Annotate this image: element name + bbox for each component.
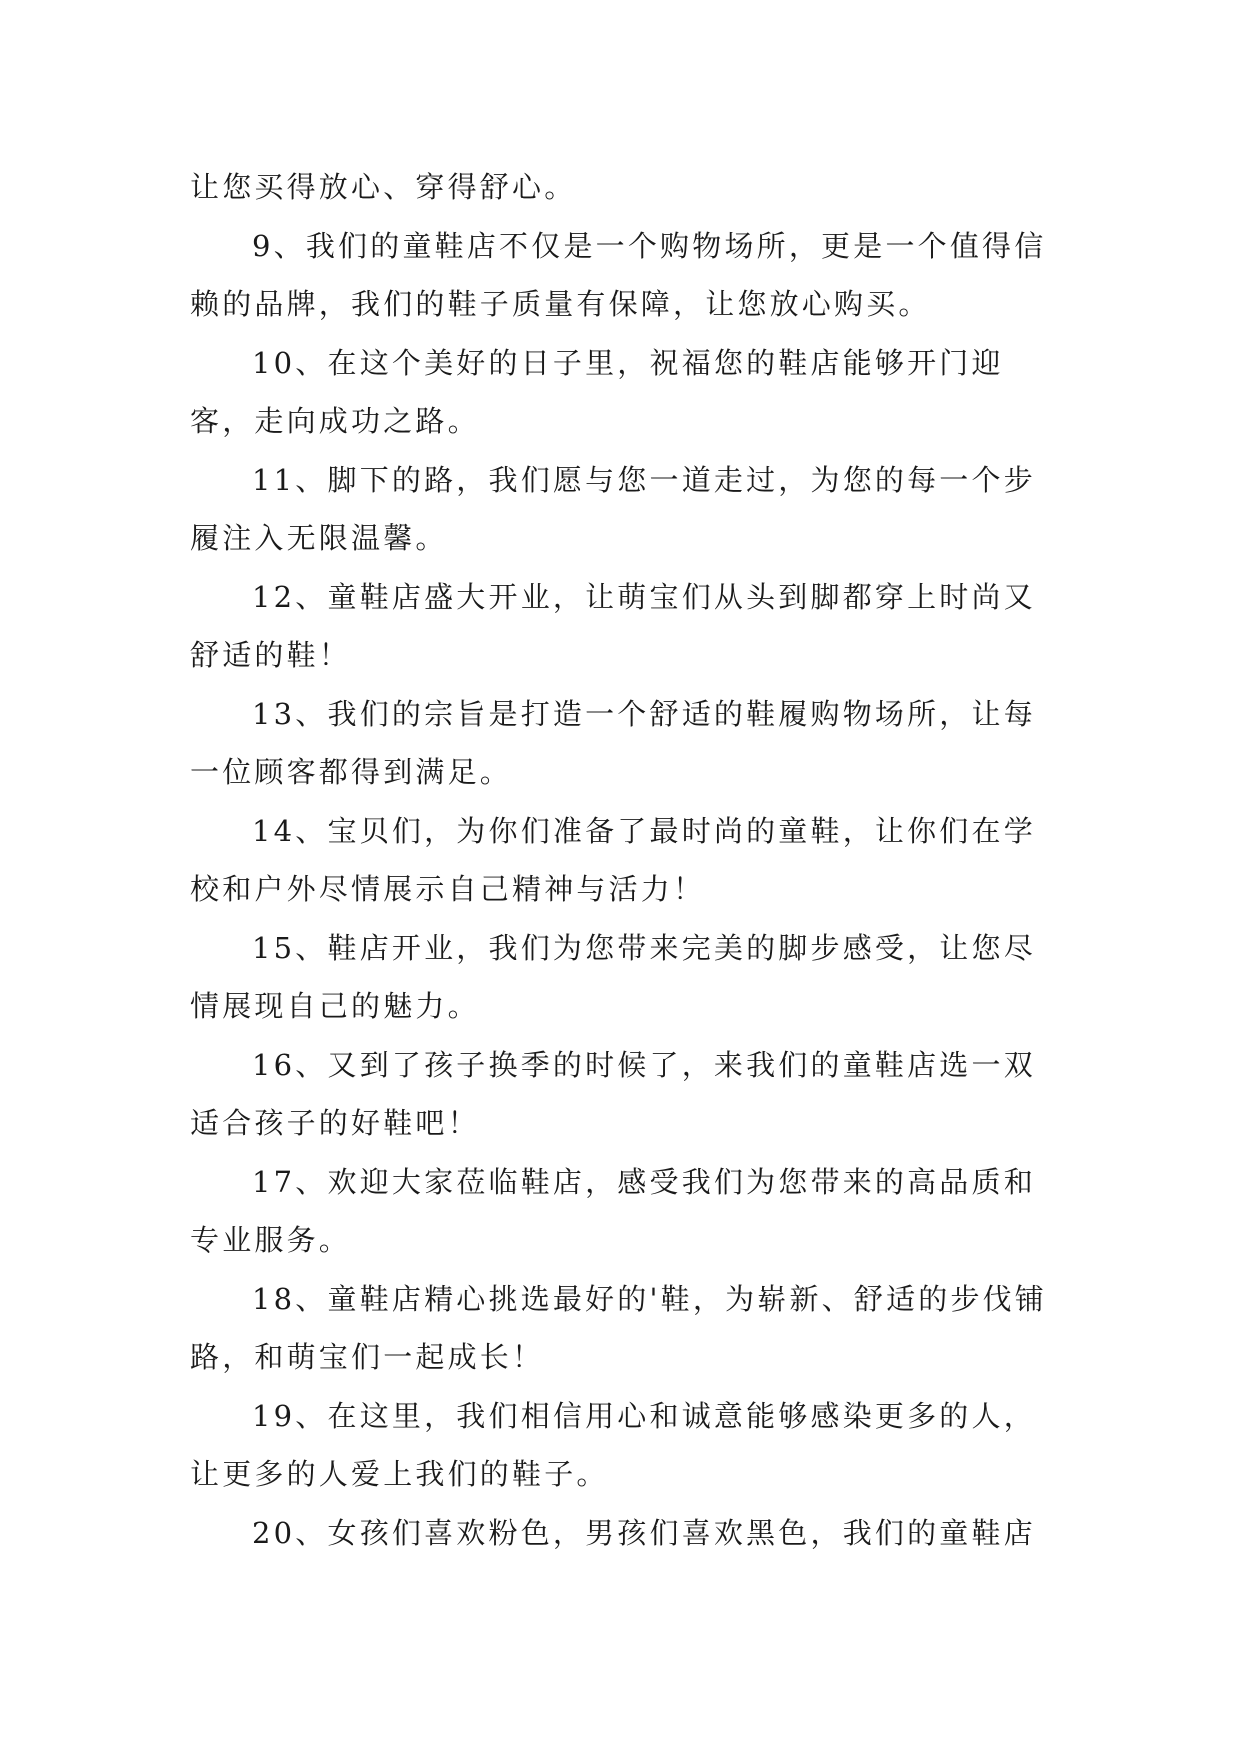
paragraph-item-11: 11、脚下的路，我们愿与您一道走过，为您的每一个步履注入无限温馨。 xyxy=(190,462,1036,555)
paragraph-item-16: 16、又到了孩子换季的时候了，来我们的童鞋店选一双适合孩子的好鞋吧！ xyxy=(190,1047,1036,1140)
document-body xyxy=(190,158,1060,1562)
paragraph-item-20: 20、女孩们喜欢粉色，男孩们喜欢黑色，我们的童鞋店 xyxy=(252,1515,1036,1550)
paragraph-item-17: 17、欢迎大家莅临鞋店，感受我们为您带来的高品质和专业服务。 xyxy=(190,1164,1036,1257)
paragraph-item-9: 9、我们的童鞋店不仅是一个购物场所，更是一个值得信赖的品牌，我们的鞋子质量有保障，让您放心购买。 xyxy=(190,228,1047,321)
paragraph-item-18: 18、童鞋店精心挑选最好的'鞋，为崭新、舒适的步伐铺路，和萌宝们一起成长！ xyxy=(190,1281,1048,1374)
paragraph-item-19: 19、在这里，我们相信用心和诚意能够感染更多的人，让更多的人爱上我们的鞋子。 xyxy=(190,1398,1036,1491)
paragraph-item-14: 14、宝贝们，为你们准备了最时尚的童鞋，让你们在学校和户外尽情展示自己精神与活力！ xyxy=(190,813,1036,906)
paragraph-item-12: 12、童鞋店盛大开业，让萌宝们从头到脚都穿上时尚又舒适的鞋！ xyxy=(190,579,1036,672)
paragraph-continuation: 让您买得放心、穿得舒心。 xyxy=(190,170,577,204)
paragraph-item-15: 15、鞋店开业，我们为您带来完美的脚步感受，让您尽情展现自己的魅力。 xyxy=(190,930,1036,1023)
paragraph-item-13: 13、我们的宗旨是打造一个舒适的鞋履购物场所，让每一位顾客都得到满足。 xyxy=(190,696,1036,789)
paragraph-item-10: 10、在这个美好的日子里，祝福您的鞋店能够开门迎客，走向成功之路。 xyxy=(190,345,1004,438)
